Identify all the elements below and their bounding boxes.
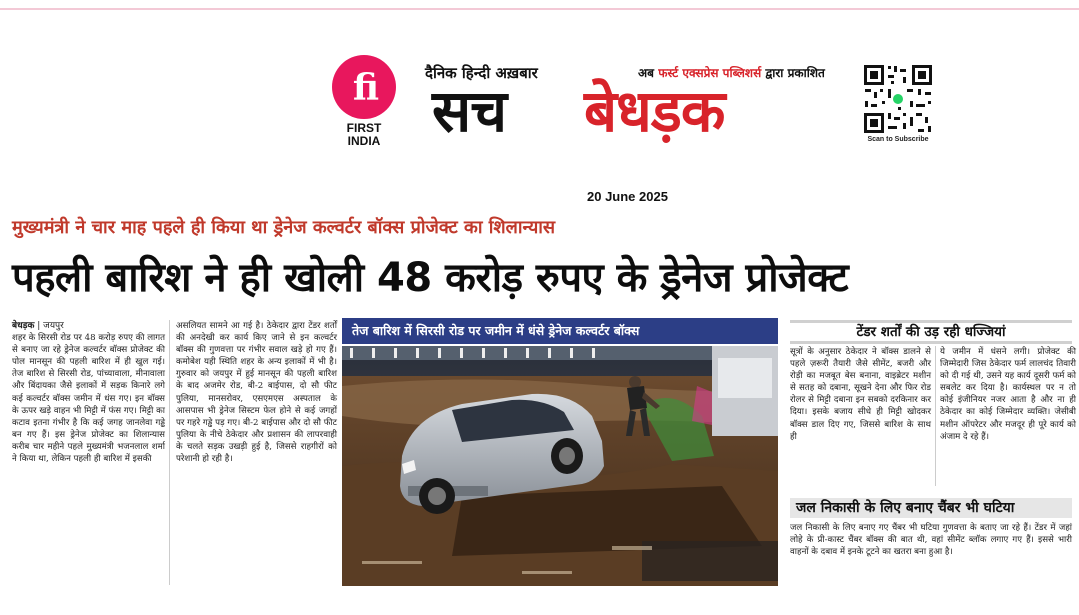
qr-code-icon[interactable] bbox=[862, 63, 934, 135]
tagline-left: दैनिक हिन्दी अख़बार bbox=[425, 64, 538, 82]
main-headline: पहली बारिश ने ही खोली 48 करोड़ रुपए के ड्रेनेज प्रोजेक्ट bbox=[12, 255, 849, 301]
issue-date: 20 June 2025 bbox=[587, 189, 668, 204]
article-column-5: जल निकासी के लिए बनाए गए चैंबर भी घटिया गुणवत्ता के बताए जा रहे हैं। टेंडर में जहां लोहे के प्री-कास्ट चैंबर बॉक्स की बात थी, वहां सीमेंट ब्लॉक लगाए गए हैं। इससे भारी वाहनों के दबाव में इनके टूटने का खतरा बना हुआ है। bbox=[790, 523, 1072, 558]
byline bbox=[12, 320, 165, 332]
photo-caption: तेज बारिश में सिरसी रोड पर जमीन में धंसे ड्रेनेज कल्वर्टर बॉक्स bbox=[342, 318, 778, 344]
tagline-publisher: फर्स्ट एक्सप्रेस पब्लिशर्स bbox=[658, 66, 762, 80]
sinking-car-photo bbox=[342, 346, 778, 586]
column-1-text: शहर के सिरसी रोड पर 48 करोड़ रुपए की लागत से बनाए जा रहे ड्रेनेज कल्वर्टर बॉक्स प्रोजेक्ट की पोल मानसून की पहली बारिश में ही खुल गई। तेज बारिश से सिरसी रोड, पांच्यावाला, मीनावाला और बिंदायका जैसे इलाकों में सड़क किनारे लगे कई कल्वर्टर बॉक्स जमीन में धंस गए। इन बॉक्स के ऊपर खड़े वाहन भी मिट्टी में फंस गए। मिट्टी का कटाव इतना गंभीर है कि कई जगह जानलेवा गड्ढे बन गए हैं। इस ड्रेनेज प्रोजेक्ट का शिलान्यास करीब चार महीने पहले मुख्यमंत्री भजनलाल शर्मा ने किया था, लेकिन पहली ही बारिश में इसकी bbox=[12, 333, 165, 465]
qr-caption: Scan to Subscribe bbox=[867, 136, 929, 143]
article-column-2: असलियत सामने आ गई है। ठेकेदार द्वारा टेंडर शर्तों की अनदेखी कर कार्य किए जाने से इन कल्वर्टर बॉक्स की गुणवत्ता पर गंभीर सवाल खड़े हो गए हैं। कमोबेश यही स्थिति शहर के अन्य इलाकों में भी है। गुरुवार को जयपुर में हुई मानसून की पहली बारिश के बाद अजमेर रोड, बी-2 बाईपास, दो सौ फीट पुलिया, मानसरोवर, एसएमएस अस्पताल के आसपास भी ड्रेनेज सिस्टम फेल होने से कई जगहों पर गहरे गड्ढे पड़ गए। बी-2 बाईपास और दो सौ फीट पुलिया के नीचे ठेकेदार और प्रशासन की लापरवाही के चलते सड़क उखड़ी हुई है, जिससे राहगीरों को परेशानी हो रही है। bbox=[176, 321, 337, 465]
kicker-headline: मुख्यमंत्री ने चार माह पहले ही किया था ड्रेनेज कल्वर्टर बॉक्स प्रोजेक्ट का शिलान्यास bbox=[12, 217, 556, 238]
article-column-1 bbox=[12, 320, 165, 465]
brand-name-part1: सच bbox=[432, 77, 507, 145]
byline-place: | जयपुर bbox=[34, 321, 64, 331]
byline-name: बेधड़क bbox=[12, 321, 35, 331]
column-divider bbox=[169, 320, 170, 585]
section-heading-chamber: जल निकासी के लिए बनाए चैंबर भी घटिया bbox=[790, 498, 1072, 518]
section-heading-tender: टेंडर शर्तों की उड़ रही धज्जियां bbox=[790, 320, 1072, 344]
logo-caption bbox=[332, 122, 396, 148]
column-divider-right bbox=[935, 346, 936, 486]
top-rule bbox=[0, 8, 1079, 10]
logo-caption-line2: INDIA bbox=[347, 134, 381, 148]
tagline-prefix: अब bbox=[638, 66, 659, 80]
article-column-3: सूत्रों के अनुसार ठेकेदार ने बॉक्स डालने से पहले ज़रूरी तैयारी जैसे सीमेंट, बजरी और रोड़ी का मजबूत बेस बनाना, वाइब्रेटर मशीन से सतह को दबाना, सूखने देना और फिर रोड रोलर से मिट्टी दबाना इन सबको दरकिनार कर दिया। इसके बजाय सीधे ही मिट्टी खोदकर बॉक्स डाल दिए गए, जिससे बारिश के साथ ही bbox=[790, 347, 931, 442]
tagline-suffix: द्वारा प्रकाशित bbox=[761, 66, 825, 80]
brand-name-part2: बेधड़क bbox=[584, 77, 725, 145]
logo-caption-line1: FIRST bbox=[346, 121, 382, 135]
article-column-4: ये जमीन में धंसने लगी। प्रोजेक्ट की जिम्मेदारी जिस ठेकेदार फर्म लालचंद तिवारी को दी गई थी, उसने यह कार्य दूसरी फर्म को सबलेट कर दिया है। कार्यस्थल पर न तो कोई इंजीनियर नजर आता है और ना ही ठेकेदार का कोई जिम्मेदार व्यक्ति। जेसीबी मशीन ऑपरेटर और मजदूर ही पूरे कार्य को अंजाम दे रहे हैं। bbox=[940, 347, 1076, 442]
logo-letter: fi bbox=[352, 67, 380, 109]
